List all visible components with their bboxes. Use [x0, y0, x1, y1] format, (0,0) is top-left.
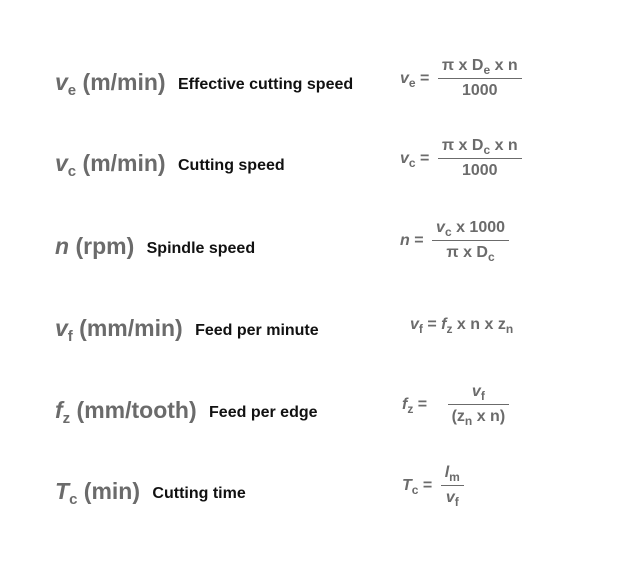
numerator: $l_m$ [444, 464, 460, 484]
formula-vf: $v_f = f_z$ x n x $z_n$ [410, 316, 514, 336]
unit: (min) [77, 478, 141, 504]
parameter-fz [55, 397, 318, 427]
formula-lhs: $f_z$ = [402, 395, 428, 416]
fraction [438, 57, 522, 100]
parameter-n [55, 233, 255, 260]
description: Spindle speed [146, 240, 256, 257]
formula-lhs: $v_c$ = [400, 149, 430, 170]
unit: (mm/tooth) [70, 397, 197, 423]
symbol: T [55, 478, 70, 504]
denominator: π x $D_c$ [446, 244, 495, 264]
denominator: 1000 [461, 82, 498, 99]
parameter-vc [55, 150, 285, 180]
parameter-tc [55, 478, 246, 508]
description: Feed per edge [209, 404, 318, 421]
formula-fz [402, 383, 509, 426]
unit: (mm/min) [72, 315, 183, 341]
row-feed-per-edge [0, 380, 629, 440]
parameter-ve [55, 69, 354, 99]
symbol: v [55, 315, 68, 341]
formula-n [400, 219, 509, 262]
formula-ve [400, 57, 522, 100]
formula-tc [402, 464, 464, 507]
description: Cutting time [152, 485, 246, 502]
numerator: $v_c$ x 1000 [436, 219, 506, 239]
unit: (m/min) [76, 150, 166, 176]
row-effective-cutting-speed [0, 55, 629, 115]
fraction [438, 137, 522, 180]
denominator: $v_f$ [445, 489, 459, 509]
formula-lhs: $v_e$ = [400, 69, 430, 90]
fraction [432, 219, 509, 262]
unit: (m/min) [76, 69, 166, 95]
row-cutting-time [0, 461, 629, 521]
symbol: f [55, 397, 63, 423]
description: Cutting speed [177, 157, 285, 174]
formula-lhs: $T_c$ = [402, 476, 433, 497]
parameter-vf [55, 315, 319, 345]
unit: (rpm) [69, 233, 135, 259]
symbol-subscript: c [67, 163, 77, 180]
row-spindle-speed [0, 216, 629, 276]
symbol-subscript: e [67, 82, 77, 99]
numerator: π x $D_c$ x n [441, 137, 518, 157]
denominator: 1000 [461, 162, 498, 179]
denominator: ($z_n$ x n) [451, 408, 506, 428]
formula-vc [400, 137, 522, 180]
formula-lhs: n = [400, 231, 424, 249]
symbol: v [55, 150, 68, 176]
fraction [448, 383, 510, 426]
symbol: n [55, 233, 70, 259]
symbol-subscript: z [62, 410, 71, 427]
description: Feed per minute [195, 322, 319, 339]
description: Effective cutting speed [177, 76, 354, 93]
symbol-subscript: f [67, 328, 73, 345]
numerator: π x $D_e$ x n [441, 57, 518, 77]
symbol: v [55, 69, 68, 95]
row-cutting-speed [0, 135, 629, 195]
row-feed-per-minute [0, 300, 629, 360]
symbol-subscript: c [69, 491, 78, 508]
fraction [441, 464, 464, 507]
numerator: $v_f$ [471, 383, 485, 403]
